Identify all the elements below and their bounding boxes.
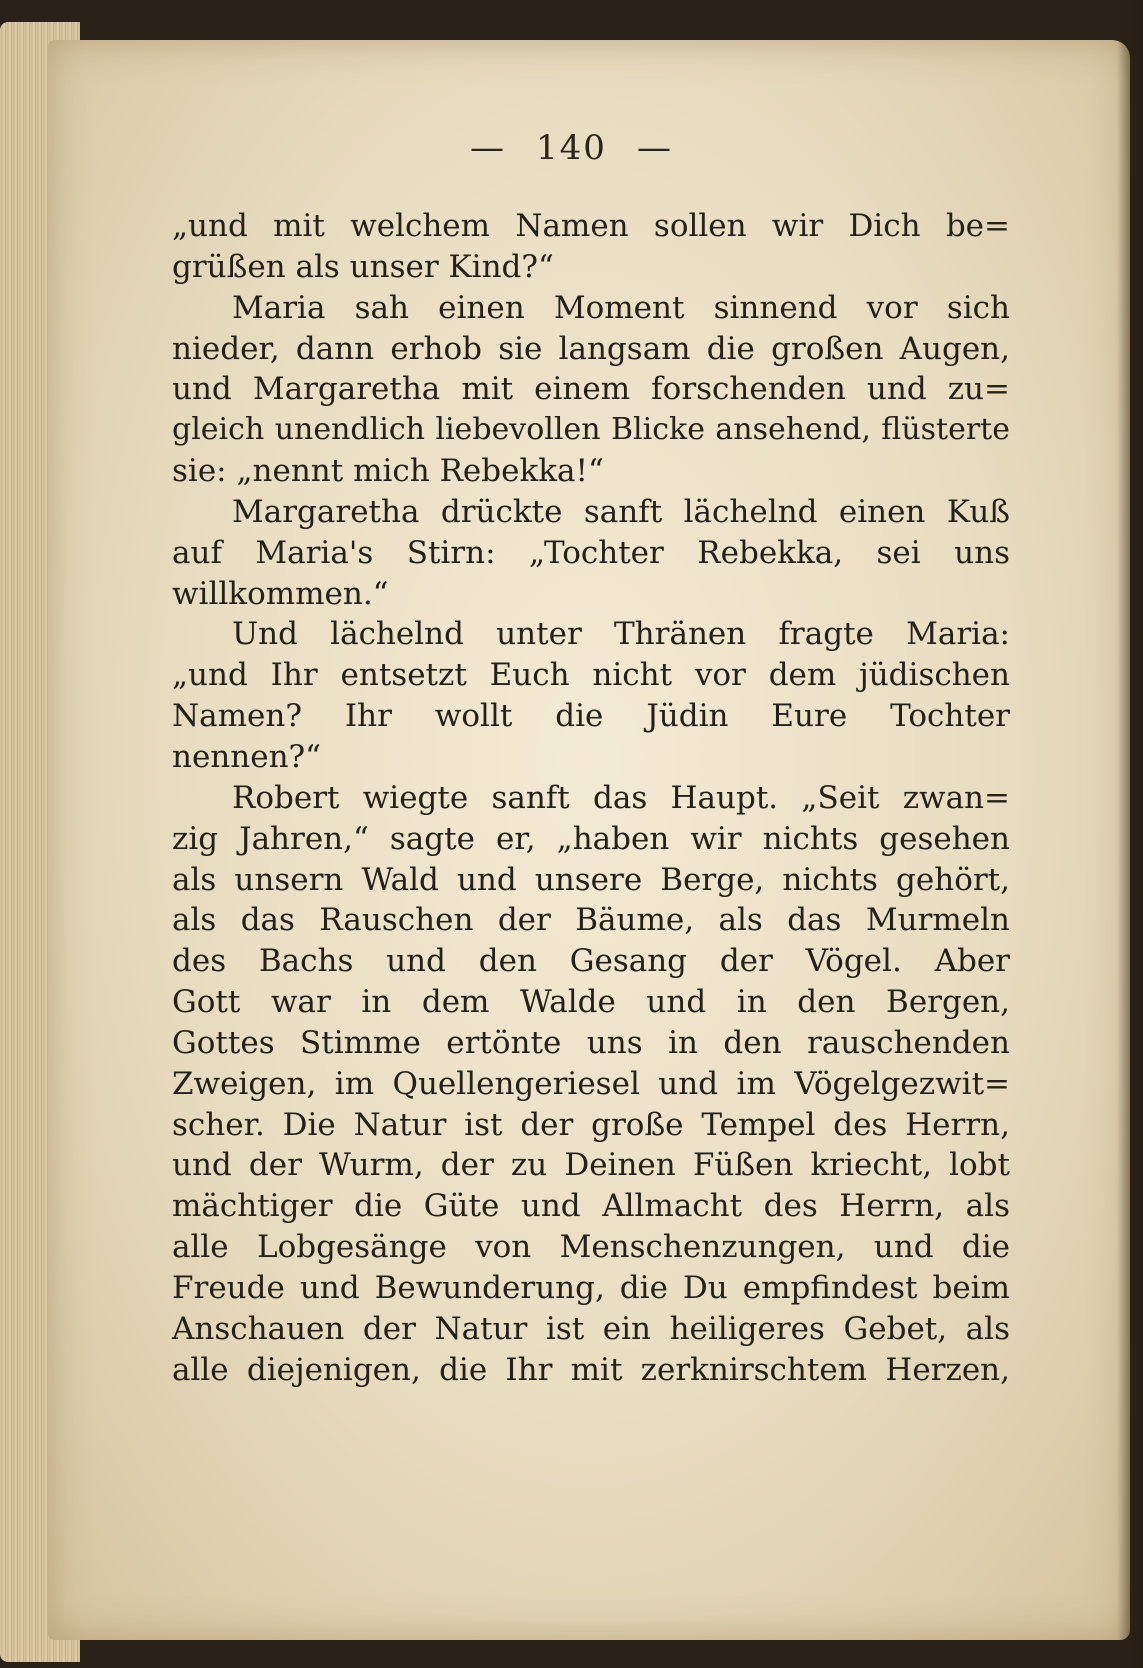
text-line: grüßen als unser Kind?“	[172, 248, 554, 285]
text-line: Anschauen der Natur ist ein heiligeres Gebet, als	[172, 1310, 1010, 1347]
text-line: alle diejenigen, die Ihr mit zerknirschtem Herzen,	[172, 1351, 1010, 1388]
text-line: auf Maria's Stirn: „Tochter Rebekka, sei uns	[172, 534, 1010, 571]
text-line: „und mit welchem Namen sollen wir Dich be=	[172, 208, 1010, 244]
text-line: Maria sah einen Moment sinnend vor sich	[232, 289, 1010, 326]
text-line: als unsern Wald und unsere Berge, nichts gehört,	[172, 861, 1010, 898]
folio-dash-left: —	[470, 128, 507, 168]
text-line: zig Jahren,“ sagte er, „haben wir nichts gesehen	[172, 820, 1010, 857]
text-line: nennen?“	[172, 738, 322, 775]
text-line: sie: „nennt mich Rebekka!“	[172, 453, 604, 490]
text-line: und Margaretha mit einem forschenden und zu=	[172, 371, 1010, 408]
text-line: Robert wiegte sanft das Haupt. „Seit zwan=	[232, 779, 1010, 816]
page-header	[0, 128, 1143, 168]
page-number: 140	[536, 128, 607, 168]
text-line: Und lächelnd unter Thränen fragte Maria:	[232, 616, 1010, 653]
text-line: als das Rauschen der Bäume, als das Murmeln	[172, 902, 1010, 939]
text-line: Margaretha drückte sanft lächelnd einen Kuß	[232, 493, 1010, 530]
text-line: gleich unendlich liebevollen Blicke ansehend, flüsterte	[172, 412, 1010, 448]
text-line: des Bachs und den Gesang der Vögel. Aber	[172, 943, 1010, 980]
text-line: „und Ihr entsetzt Euch nicht vor dem jüdischen	[172, 657, 1010, 694]
text-line: Gottes Stimme ertönte uns in den rauschenden	[172, 1024, 1010, 1061]
text-line: Gott war in dem Walde und in den Bergen,	[172, 984, 1010, 1021]
body-text	[172, 206, 1010, 1390]
text-line: mächtiger die Güte und Allmacht des Herrn, als	[172, 1188, 1010, 1225]
text-line: und der Wurm, der zu Deinen Füßen kriecht, lobt	[172, 1147, 1010, 1184]
text-line: scher. Die Natur ist der große Tempel des Herrn,	[172, 1106, 1010, 1143]
text-line: alle Lobgesänge von Menschenzungen, und die	[172, 1229, 1010, 1266]
text-line: willkommen.“	[172, 575, 389, 612]
text-line: Freude und Bewunderung, die Du empfindest beim	[172, 1269, 1010, 1306]
text-line: Zweigen, im Quellengeriesel und im Vögelgezwit=	[172, 1065, 1010, 1102]
text-line: Namen? Ihr wollt die Jüdin Eure Tochter	[172, 698, 1010, 735]
gutter-shadow	[1117, 0, 1143, 1668]
folio-dash-right: —	[636, 128, 673, 168]
text-line: nieder, dann erhob sie langsam die großen Augen,	[172, 330, 1010, 367]
